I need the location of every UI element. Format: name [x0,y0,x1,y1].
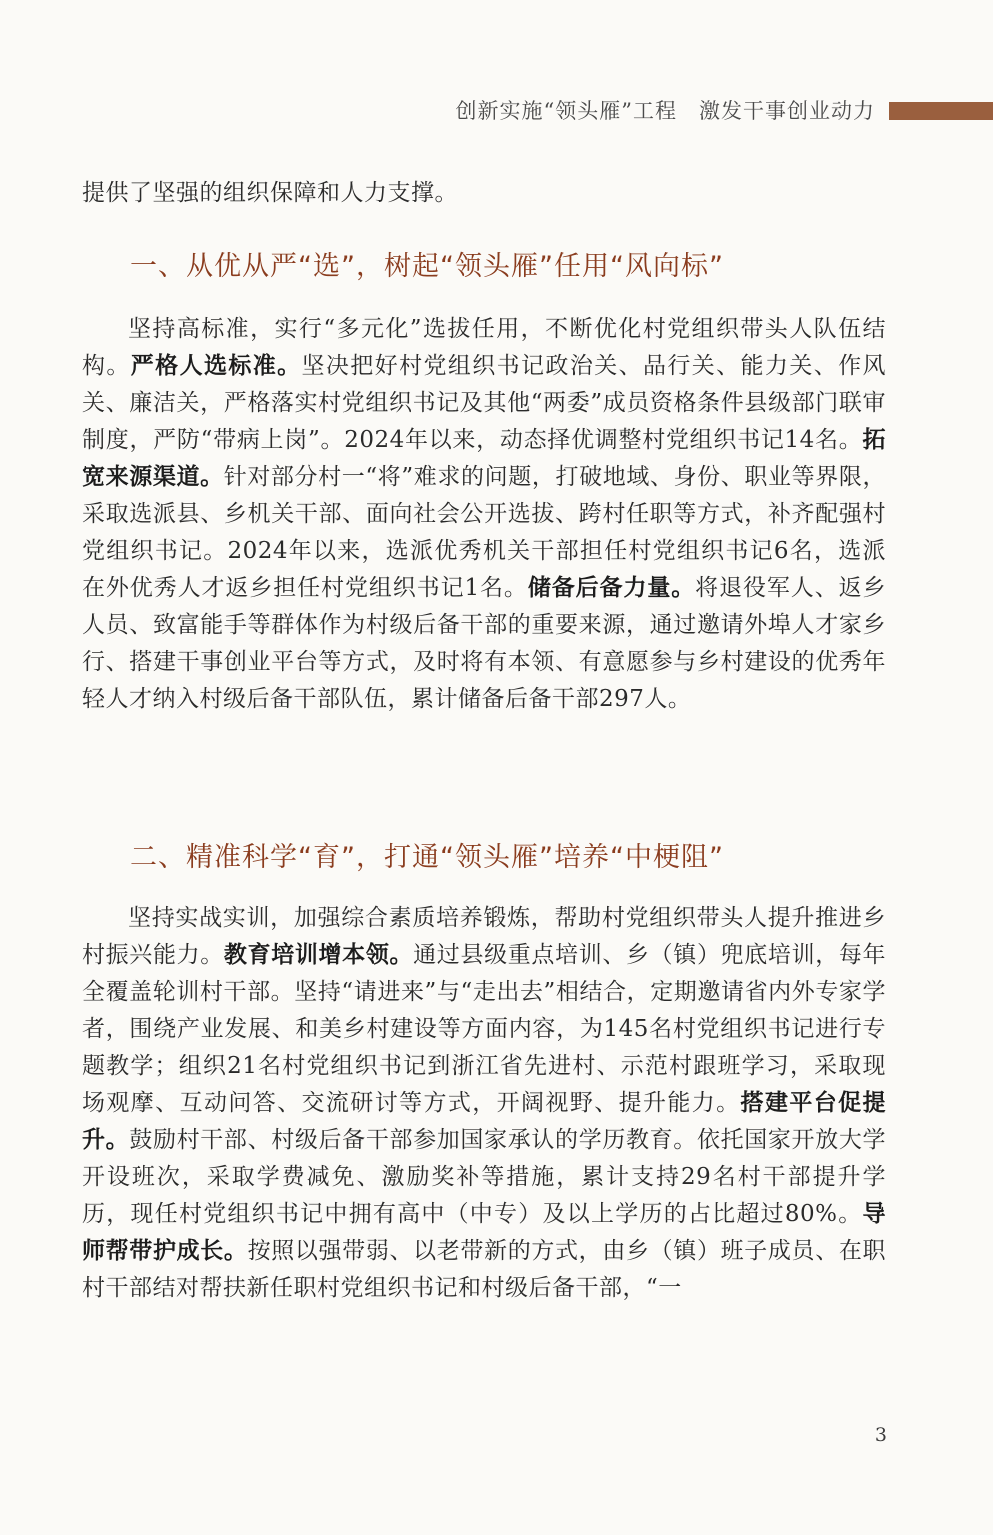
page-number: 3 [874,1424,887,1446]
section-1-keyword-2: 拓宽来源渠道。 [82,427,886,490]
section-1-body [82,311,886,718]
section-2-text-2: 鼓励村干部、村级后备干部参加国家承认的学历教育。依托国家开放大学开设班次，采取学费减免、激励奖补等措施，累计支持29名村干部提升学历，现任村党组织书记中拥有高中（中专）及以上学历的占比超过80%。 [82,1127,887,1227]
section-1-text-2: 针对部分村一“将”难求的问题，打破地域、身份、职业等界限，采取选派县、乡机关干部、面向社会公开选拔、跨村任职等方式，补齐配强村党组织书记。2024年以来，选派优秀机关干部担任村党组织书记6名，选派在外优秀人才返乡担任村党组织书记1名。 [82,464,886,601]
section-2-keyword-2: 搭建平台促提升。 [82,1090,886,1153]
section-1-heading: 一、从优从严“选”，树起“领头雁”任用“风向标” [130,251,724,282]
section-1-intro: 坚持高标准，实行“多元化”选拔任用，不断优化村党组织带头人队伍结构。 [82,316,886,379]
section-2-keyword-1: 教育培训增本领。 [223,942,414,968]
section-2-intro: 坚持实战实训，加强综合素质培养锻炼，帮助村党组织带头人提升推进乡村振兴能力。 [82,905,886,968]
section-1-text-3: 将退役军人、返乡人员、致富能手等群体作为村级后备干部的重要来源，通过邀请外埠人才家乡行、搭建干事创业平台等方式，及时将有本领、有意愿参与乡村建设的优秀年轻人才纳入村级后备干部队伍，累计储备后备干部297人。 [82,575,887,712]
section-2-text-3: 按照以强带弱、以老带新的方式，由乡（镇）班子成员、在职村干部结对帮扶新任职村党组织书记和村级后备干部，“一 [82,1238,887,1301]
lead-text: 提供了坚强的组织保障和人力支撑。 [82,180,458,206]
section-1-keyword-1: 严格人选标准。 [130,353,302,379]
section-2-keyword-3: 导师帮带护成长。 [82,1201,886,1264]
section-2-paragraph [82,900,886,1307]
section-1-text-1: 坚决把好村党组织书记政治关、品行关、能力关、作风关、廉洁关，严格落实村党组织书记及其他“两委”成员资格条件县级部门联审制度，严防“带病上岗”。2024年以来，动态择优调整村党组织书记14名。 [82,353,886,453]
section-2-heading: 二、精准科学“育”，打通“领头雁”培养“中梗阻” [130,842,724,873]
section-1-paragraph [82,311,886,718]
section-2-body [82,900,886,1307]
lead-paragraph [82,175,886,212]
running-header [0,95,993,129]
running-title: 创新实施“领头雁”工程 激发干事创业动力 [455,99,875,123]
header-accent-bar [889,102,993,120]
section-2-text-1: 通过县级重点培训、乡（镇）兜底培训，每年全覆盖轮训村干部。坚持“请进来”与“走出去”相结合，定期邀请省内外专家学者，围绕产业发展、和美乡村建设等方面内容，为145名村党组织书记进行专题教学；组织21名村党组织书记到浙江省先进村、示范村跟班学习，采取现场观摩、互动问答、交流研讨等方式，开阔视野、提升能力。 [82,942,887,1116]
section-1-keyword-3: 储备后备力量。 [527,575,696,601]
